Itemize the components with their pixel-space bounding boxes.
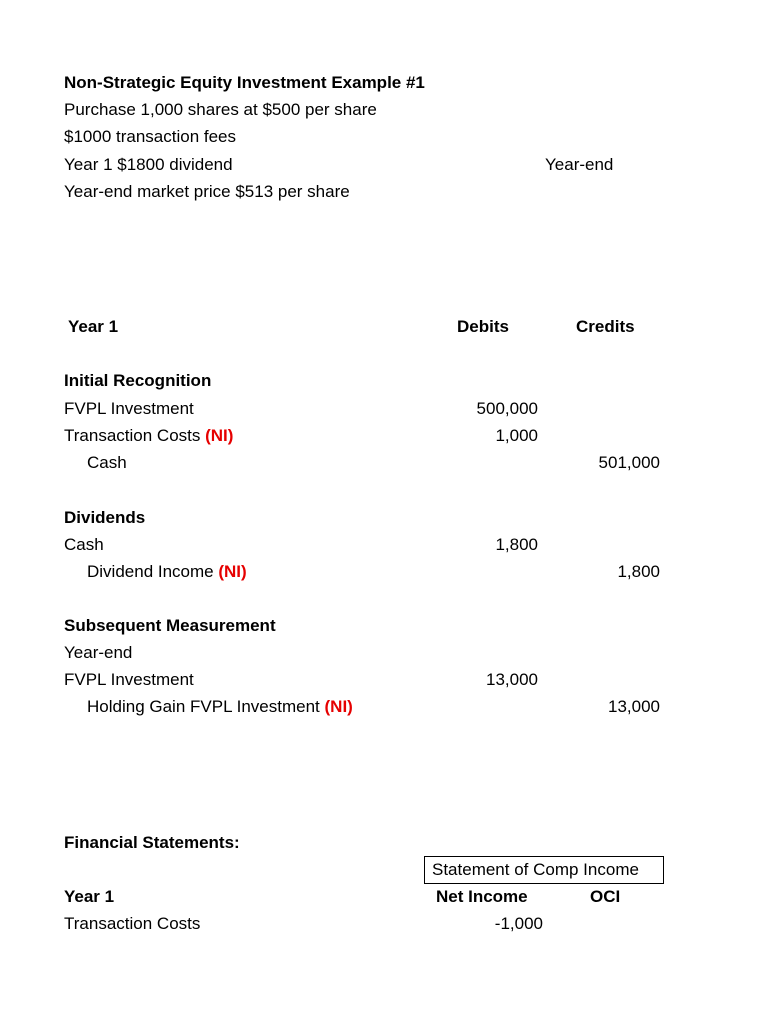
credits-header: Credits bbox=[576, 317, 635, 336]
credit-amount: 13,000 bbox=[608, 697, 660, 716]
ni-tag: (NI) bbox=[205, 426, 234, 445]
debit-amount: 1,800 bbox=[495, 535, 538, 554]
initial-recognition-heading: Initial Recognition bbox=[64, 371, 212, 390]
financial-statements-heading: Financial Statements: bbox=[64, 833, 240, 852]
entry-label: Dividend Income bbox=[87, 562, 214, 581]
market-price-line: Year-end market price $513 per share bbox=[64, 182, 350, 201]
dividends-heading: Dividends bbox=[64, 508, 146, 527]
page-title: Non-Strategic Equity Investment Example #1 bbox=[64, 73, 425, 92]
year-end-note: Year-end bbox=[545, 155, 614, 174]
statement-of-comp-income-box bbox=[424, 856, 664, 884]
journal-year-label: Year 1 bbox=[68, 317, 119, 336]
net-income-header: Net Income bbox=[436, 887, 528, 906]
entry-label: Cash bbox=[64, 535, 104, 554]
entry-label-with-tag bbox=[87, 562, 247, 582]
debit-amount: 500,000 bbox=[476, 399, 538, 418]
statements-year-label: Year 1 bbox=[64, 887, 115, 906]
purchase-line: Purchase 1,000 shares at $500 per share bbox=[64, 100, 377, 119]
net-income-amount: -1,000 bbox=[494, 914, 543, 933]
entry-label: FVPL Investment bbox=[64, 670, 194, 689]
fees-line: $1000 transaction fees bbox=[64, 127, 237, 146]
debit-amount: 13,000 bbox=[486, 670, 538, 689]
entry-label: Cash bbox=[87, 453, 127, 472]
entry-label-with-tag bbox=[64, 426, 233, 446]
entry-label: FVPL Investment bbox=[64, 399, 194, 418]
debits-header: Debits bbox=[457, 317, 509, 336]
statement-box-title: Statement of Comp Income bbox=[432, 860, 639, 879]
debit-amount: 1,000 bbox=[495, 426, 538, 445]
ni-tag: (NI) bbox=[324, 697, 353, 716]
entry-label-with-tag bbox=[87, 697, 353, 717]
oci-header: OCI bbox=[590, 887, 621, 906]
entry-label: Holding Gain FVPL Investment bbox=[87, 697, 320, 716]
subsequent-measurement-heading: Subsequent Measurement bbox=[64, 616, 276, 635]
credit-amount: 501,000 bbox=[598, 453, 660, 472]
entry-label: Year-end bbox=[64, 643, 133, 662]
ni-tag: (NI) bbox=[218, 562, 247, 581]
dividend-line: Year 1 $1800 dividend bbox=[64, 155, 233, 174]
entry-label: Transaction Costs bbox=[64, 426, 201, 445]
credit-amount: 1,800 bbox=[617, 562, 660, 581]
statement-row-label: Transaction Costs bbox=[64, 914, 201, 933]
